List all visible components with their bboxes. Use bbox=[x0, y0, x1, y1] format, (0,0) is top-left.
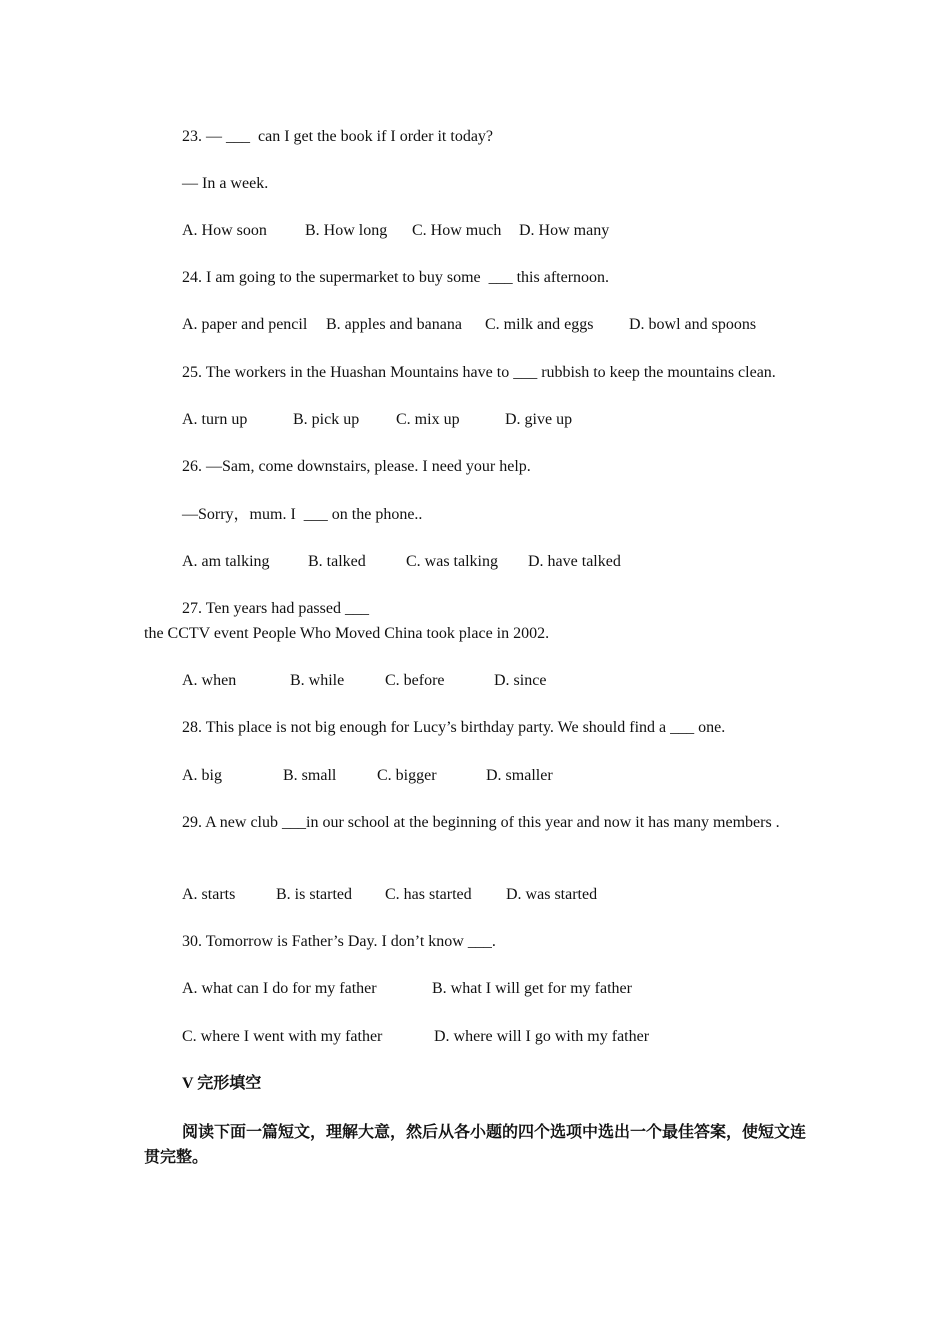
q26-option-b: B. talked bbox=[308, 553, 366, 570]
q28-stem: 28. This place is not big enough for Lucy’s birthday party. We should find a ___ one. bbox=[182, 719, 726, 736]
q23-stem: 23. — ___ can I get the book if I order it today? bbox=[182, 128, 494, 145]
q30-option-b: B. what I will get for my father bbox=[432, 980, 632, 997]
q27-option-a: A. when bbox=[182, 672, 237, 689]
q28-option-d: D. smaller bbox=[486, 767, 553, 784]
q24-option-a: A. paper and pencil bbox=[182, 316, 308, 333]
q24-option-b: B. apples and banana bbox=[326, 316, 462, 333]
q23-option-a: A. How soon bbox=[182, 222, 267, 239]
q24-option-c: C. milk and eggs bbox=[485, 316, 594, 333]
q27-stem-line2: the CCTV event People Who Moved China took place in 2002. bbox=[144, 625, 550, 642]
q27-option-d: D. since bbox=[494, 672, 547, 689]
q30-option-a: A. what can I do for my father bbox=[182, 980, 377, 997]
section-instruction: 阅读下面一篇短文，理解大意，然后从各小题的四个选项中选出一个最佳答案，使短文连贯完整。 bbox=[144, 1124, 807, 1166]
q28-option-c: C. bigger bbox=[377, 767, 437, 784]
q26-reply: —Sorry，mum. I ___ on the phone.. bbox=[182, 506, 423, 523]
section-heading: V 完形填空 bbox=[182, 1075, 262, 1092]
q29-option-b: B. is started bbox=[276, 886, 352, 903]
q27-option-b: B. while bbox=[290, 672, 345, 689]
q23-reply: — In a week. bbox=[182, 175, 269, 192]
q23-option-d: D. How many bbox=[519, 222, 610, 239]
q25-option-d: D. give up bbox=[505, 411, 573, 428]
q28-option-b: B. small bbox=[283, 767, 337, 784]
q30-option-c: C. where I went with my father bbox=[182, 1028, 383, 1045]
q25-option-a: A. turn up bbox=[182, 411, 248, 428]
q24-stem: 24. I am going to the supermarket to buy some ___ this afternoon. bbox=[182, 269, 610, 286]
q26-option-a: A. am talking bbox=[182, 553, 270, 570]
q23-option-c: C. How much bbox=[412, 222, 502, 239]
q29-option-a: A. starts bbox=[182, 886, 236, 903]
q28-option-a: A. big bbox=[182, 767, 222, 784]
q24-option-d: D. bowl and spoons bbox=[629, 316, 757, 333]
q29-option-c: C. has started bbox=[385, 886, 472, 903]
q29-stem: 29. A new club ___in our school at the beginning of this year and now it has many members . bbox=[182, 814, 780, 831]
q27-stem-line1: 27. Ten years had passed ___ bbox=[182, 600, 369, 617]
q26-stem: 26. —Sam, come downstairs, please. I need your help. bbox=[182, 458, 531, 475]
q25-stem: 25. The workers in the Huashan Mountains have to ___ rubbish to keep the mountains clean. bbox=[182, 364, 776, 381]
q25-option-c: C. mix up bbox=[396, 411, 460, 428]
q29-option-d: D. was started bbox=[506, 886, 598, 903]
q30-option-d: D. where will I go with my father bbox=[434, 1028, 650, 1045]
q26-option-d: D. have talked bbox=[528, 553, 621, 570]
q30-stem: 30. Tomorrow is Father’s Day. I don’t know ___. bbox=[182, 933, 496, 950]
q26-option-c: C. was talking bbox=[406, 553, 498, 570]
q25-option-b: B. pick up bbox=[293, 411, 360, 428]
q27-option-c: C. before bbox=[385, 672, 445, 689]
q23-option-b: B. How long bbox=[305, 222, 388, 239]
